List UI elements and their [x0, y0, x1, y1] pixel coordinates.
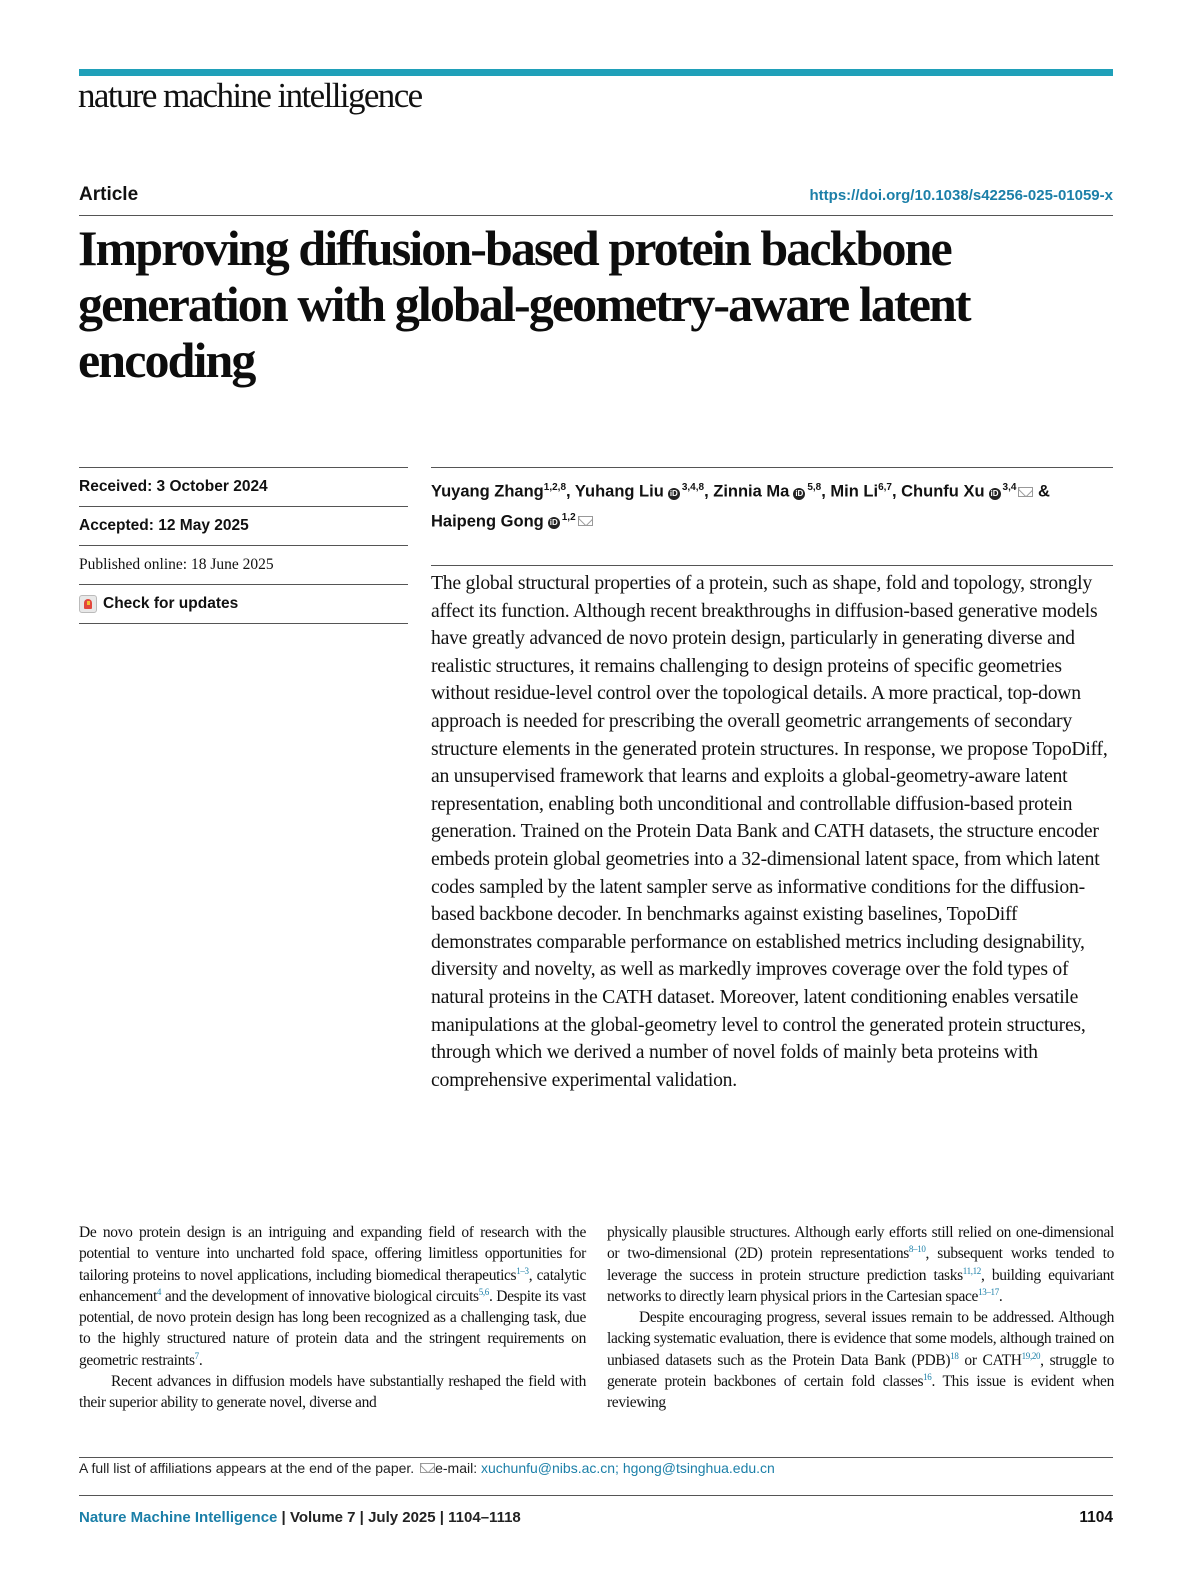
author-affiliation: 1,2,8: [543, 482, 567, 493]
author-name[interactable]: Chunfu Xu: [901, 482, 985, 501]
received-date: Received: 3 October 2024: [79, 468, 408, 507]
body-paragraph: [607, 1307, 1114, 1413]
citation-ref[interactable]: 1–3: [516, 1265, 529, 1276]
affiliation-footnote: [79, 1460, 775, 1476]
footnote-divider: [79, 1457, 1113, 1458]
email-label: e-mail:: [435, 1460, 478, 1476]
footer-pages: 1104–1118: [448, 1509, 521, 1526]
author-affiliation: 6,7: [878, 482, 892, 493]
citation-ref[interactable]: 18: [950, 1350, 959, 1361]
author-name[interactable]: Zinnia Ma: [713, 482, 790, 501]
citation-ref[interactable]: 11,12: [962, 1265, 981, 1276]
orcid-icon[interactable]: iD: [669, 488, 678, 498]
author-separator: ,: [821, 482, 831, 501]
author-affiliation: 1,2: [561, 511, 576, 523]
journal-footer: Nature Machine Intelligence | Volume 7 | July 2025 | 1104–1118: [79, 1509, 521, 1526]
published-date: Published online: 18 June 2025: [79, 546, 408, 585]
orcid-icon[interactable]: iD: [990, 488, 999, 498]
envelope-icon[interactable]: [1018, 487, 1033, 497]
header-divider: [79, 215, 1113, 216]
check-updates-button[interactable]: [79, 585, 408, 624]
citation-ref[interactable]: 7: [194, 1350, 199, 1361]
orcid-icon[interactable]: iD: [549, 518, 558, 527]
article-title: Improving diffusion-based protein backbone generation with global-geometry-aware latent encoding: [78, 220, 970, 388]
body-text: .: [198, 1351, 203, 1369]
body-paragraph: [79, 1371, 586, 1414]
footer-divider: [79, 1495, 1113, 1496]
body-column-left: [79, 1222, 586, 1414]
body-text: . This issue is evident when reviewing: [607, 1373, 1114, 1412]
envelope-icon: [420, 1463, 435, 1473]
abstract: The global structural properties of a protein, such as shape, fold and topology, strongly affect its function. Although recent breakthroughs in diffusion-based generative models have greatly advanced de novo protein design, particularly in generating diverse and realistic structures, it remains challenging to design proteins of specific geometries without residue-level control over the topological details. A more practical, top-down approach is needed for prescribing the overall geometric arrangements of secondary structure elements in the generated protein structures. In response, we propose TopoDiff, an unsupervised framework that learns and exploits a global-geometry-aware latent representation, enabling both unconditional and controllable diffusion-based protein generation. Trained on the Protein Data Bank and CATH datasets, the structure encoder embeds protein global geometries into a 32-dimensional latent space, from which latent codes sampled by the latent sampler serve as informative conditions for the diffusion-based backbone decoder. In benchmarks against existing baselines, TopoDiff demonstrates comparable performance on established metrics including designability, diversity and novelty, as well as markedly improves coverage over the fold types of natural proteins in the CATH dataset. Moreover, latent conditioning enables versatile manipulations at the global-geometry level to control the generated protein structures, through which we derived a number of novel folds of mainly beta proteins with comprehensive experimental validation.: [431, 572, 1108, 1091]
body-column-right: [607, 1222, 1114, 1414]
crossmark-icon: [79, 595, 97, 613]
author-separator: ,: [891, 482, 902, 501]
body-text: Despite encouraging progress, several issues remain to be addressed. Although lacking systematic evaluation, there is evidence that some models, although trained on unbiased datasets such as the Protein Data Bank (PDB): [607, 1309, 1114, 1369]
author-name[interactable]: Haipeng Gong: [431, 512, 544, 530]
footer-date: July 2025: [368, 1509, 436, 1526]
journal-name: nature machine intelligence: [78, 76, 422, 115]
author-list: [431, 475, 1113, 534]
author-affiliation: 5,8: [807, 482, 822, 493]
authors-divider: [431, 467, 1113, 468]
accepted-date: Accepted: 12 May 2025: [79, 507, 408, 546]
body-text: Recent advances in diffusion models have substantially reshaped the field with their superior ability to generate novel, diverse and: [79, 1373, 586, 1412]
footer-journal-link[interactable]: Nature Machine Intelligence: [79, 1509, 278, 1526]
citation-ref[interactable]: 4: [156, 1286, 162, 1297]
author-name[interactable]: Yuhang Liu: [574, 482, 664, 501]
body-text: De novo protein design is an intriguing and expanding field of research with the potential to venture into uncharted fold space, offering limitless opportunities for tailoring proteins to novel applications, including biomedical therapeutics: [79, 1224, 586, 1284]
body-text: , catalytic enhancement: [79, 1266, 586, 1305]
body-paragraph: [607, 1222, 1114, 1307]
citation-ref[interactable]: 13–17: [978, 1286, 999, 1297]
author-separator: &: [1033, 482, 1050, 501]
citation-ref[interactable]: 19,20: [1021, 1350, 1041, 1361]
envelope-icon[interactable]: [578, 516, 593, 526]
body-paragraph: [79, 1222, 586, 1371]
body-text: . Despite its vast potential, de novo protein design has long been recognized as a challenging task, due to the highly structured nature of protein data and the stringent requirements on geometric restraints: [79, 1287, 586, 1369]
correspondence-emails[interactable]: xuchunfu@nibs.ac.cn; hgong@tsinghua.edu.cn: [480, 1460, 775, 1476]
body-text: , struggle to generate protein backbones of certain fold classes: [607, 1351, 1114, 1391]
body-text: .: [998, 1287, 1003, 1305]
citation-ref[interactable]: 8–10: [908, 1244, 926, 1255]
body-text: or CATH: [958, 1351, 1022, 1369]
author-name[interactable]: Min Li: [830, 482, 879, 501]
author-affiliation: 3,4: [1002, 482, 1017, 493]
body-text: , subsequent works tended to leverage the success in protein structure prediction tasks: [607, 1245, 1114, 1284]
body-text: physically plausible structures. Although early efforts still relied on one-dimensional or two-dimensional (2D) protein representations: [607, 1224, 1114, 1263]
page-number: 1104: [1079, 1509, 1113, 1526]
body-text: and the development of innovative biological circuits: [161, 1287, 479, 1305]
article-dates-panel: [79, 467, 408, 624]
article-type-label: Article: [79, 184, 139, 205]
abstract-divider: [431, 565, 1113, 566]
citation-ref[interactable]: 16: [923, 1371, 932, 1382]
check-updates-label: Check for updates: [103, 595, 239, 612]
author-separator: ,: [566, 482, 575, 501]
citation-ref[interactable]: 5,6: [478, 1286, 489, 1297]
body-text: , building equivariant networks to directly learn physical priors in the Cartesian space: [607, 1266, 1114, 1305]
footer-volume: Volume 7: [289, 1509, 356, 1526]
author-separator: ,: [704, 482, 714, 501]
author-name[interactable]: Yuyang Zhang: [431, 482, 544, 501]
orcid-icon[interactable]: iD: [795, 488, 804, 498]
author-affiliation: 3,4,8: [681, 482, 705, 493]
journal-accent-bar: [79, 69, 1113, 76]
doi-link[interactable]: https://doi.org/10.1038/s42256-025-01059-x: [809, 187, 1113, 204]
affiliation-note: A full list of affiliations appears at the end of the paper.: [79, 1460, 415, 1476]
